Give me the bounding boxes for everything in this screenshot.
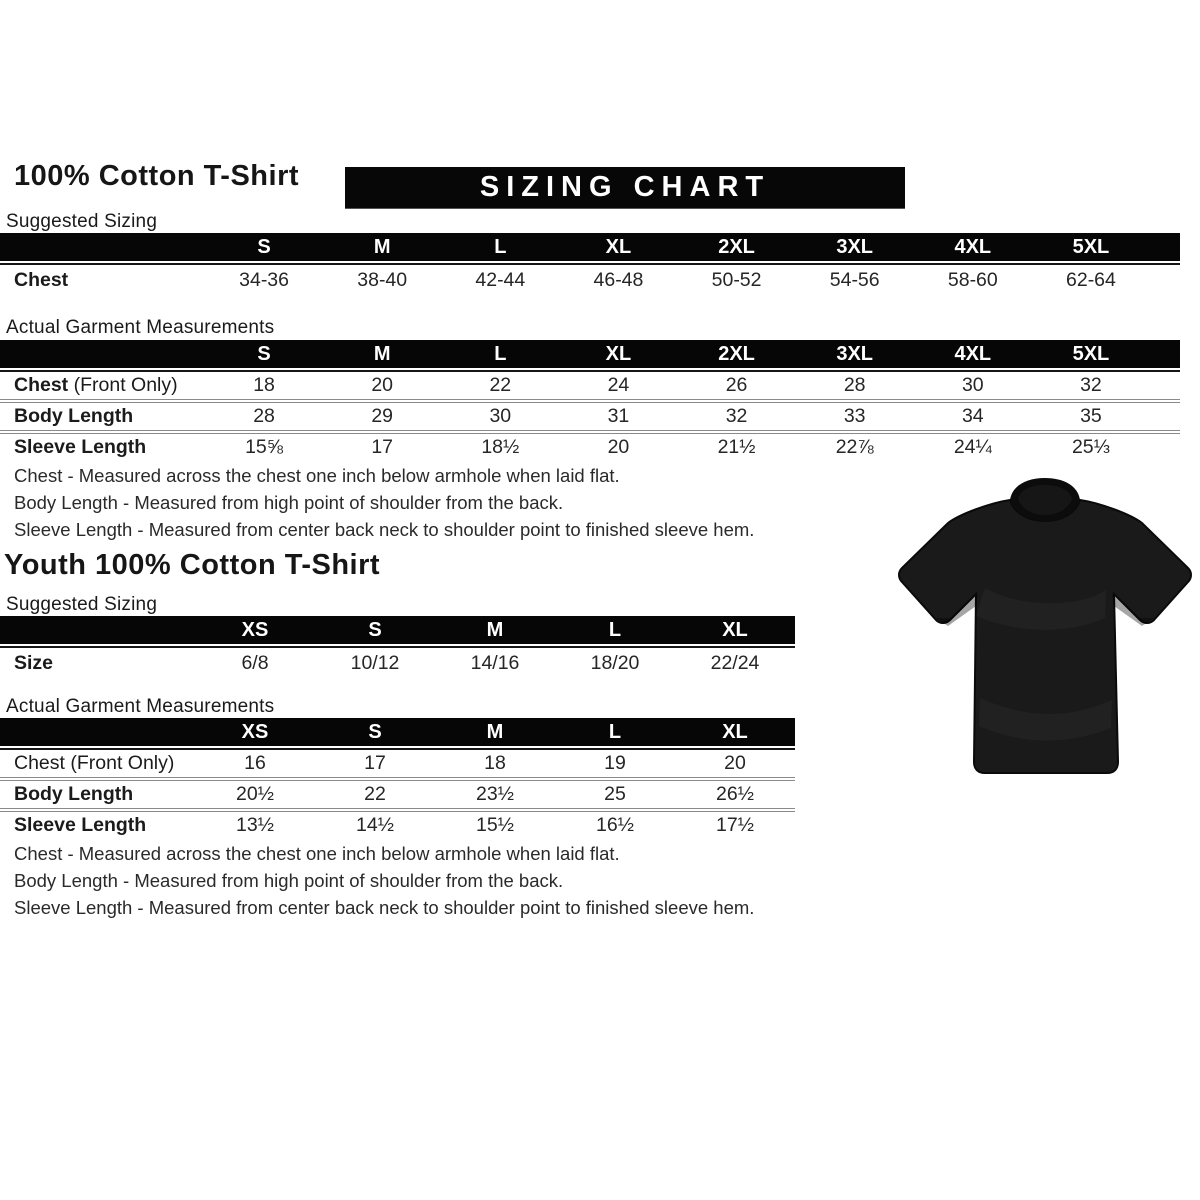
table-cell: 14½	[356, 814, 394, 836]
tshirt-product-image	[890, 468, 1200, 813]
header-spacer	[0, 340, 205, 368]
table-cell: 18	[484, 752, 506, 774]
youth-actual-measurements-table	[0, 718, 795, 839]
table-cell: 17	[371, 436, 394, 458]
table-cell: 33	[843, 405, 866, 427]
row-label: Chest (Front Only)	[14, 374, 178, 396]
table-cell: 13½	[236, 814, 274, 836]
sizing-chart-banner: SIZING CHART	[345, 167, 905, 208]
note-chest: Chest - Measured across the chest one inch below armhole when laid flat.	[14, 843, 620, 864]
header-spacer	[0, 718, 195, 746]
table-cell: 22	[364, 783, 386, 805]
note-sleeve-length: Sleeve Length - Measured from center back neck to shoulder point to finished sleeve hem.	[14, 897, 755, 918]
header-spacer	[0, 233, 205, 261]
table-row-chest	[0, 372, 1180, 399]
adult-actual-measurements-label: Actual Garment Measurements	[6, 317, 275, 338]
table-cell: 31	[607, 405, 630, 427]
size-column-header: 5XL	[1072, 343, 1110, 365]
table-cell: 15½	[476, 814, 514, 836]
page-title: 100% Cotton T-Shirt	[14, 160, 300, 192]
table-cell: 26½	[716, 783, 754, 805]
table-cell: 20	[607, 436, 630, 458]
table-cell: 25	[604, 783, 626, 805]
table-cell: 20	[371, 374, 394, 396]
table-cell: 21½	[717, 436, 756, 458]
table-cell: 62-64	[1066, 269, 1116, 291]
table-cell: 28	[843, 374, 866, 396]
table-cell: 16	[244, 752, 266, 774]
table-cell: 50-52	[711, 269, 762, 291]
size-column-header: 3XL	[836, 343, 874, 365]
size-column-header: 2XL	[718, 343, 755, 365]
adult-actual-header-row	[0, 340, 1180, 368]
youth-measurement-notes	[14, 840, 754, 921]
table-cell: 35	[1080, 405, 1102, 427]
adult-actual-measurements-table	[0, 340, 1180, 461]
table-cell: 46-48	[593, 269, 644, 291]
table-row-size	[0, 648, 795, 679]
table-cell: 42-44	[475, 269, 526, 291]
row-label: Chest	[14, 269, 69, 291]
size-column-header: XL	[605, 343, 632, 365]
table-cell: 6/8	[241, 652, 269, 674]
youth-actual-measurements-label: Actual Garment Measurements	[6, 696, 275, 717]
note-chest: Chest - Measured across the chest one inch below armhole when laid flat.	[14, 465, 620, 486]
size-column-header: M	[373, 343, 391, 365]
table-cell: 20½	[236, 783, 274, 805]
youth-page-title: Youth 100% Cotton T-Shirt	[4, 549, 381, 581]
size-column-header: S	[368, 721, 382, 743]
table-cell: 22/24	[710, 652, 760, 674]
adult-suggested-sizing-label: Suggested Sizing	[6, 211, 158, 232]
size-column-header: L	[608, 619, 622, 641]
size-column-header: 2XL	[718, 236, 755, 258]
table-row	[0, 265, 1180, 296]
table-cell: 25⅓	[1071, 436, 1110, 458]
table-row-sleeve-length	[0, 430, 1180, 461]
size-column-header: XS	[241, 721, 269, 743]
adult-suggested-sizing-table	[0, 233, 1180, 296]
note-body-length: Body Length - Measured from high point of shoulder from the back.	[14, 492, 564, 513]
table-cell: 34	[961, 405, 984, 427]
table-cell: 10/12	[350, 652, 400, 674]
table-cell: 17	[364, 752, 386, 774]
table-cell: 18	[253, 374, 275, 396]
adult-measurement-notes	[14, 462, 754, 543]
table-cell: 32	[1080, 374, 1102, 396]
row-label: Sleeve Length	[14, 814, 147, 836]
size-column-header: XL	[722, 619, 748, 641]
table-cell: 23½	[476, 783, 514, 805]
table-cell: 34-36	[239, 269, 289, 291]
size-column-header: 3XL	[836, 236, 874, 258]
row-label: Body Length	[14, 783, 134, 805]
header-spacer	[0, 616, 195, 644]
size-column-header: L	[494, 343, 507, 365]
table-cell: 28	[253, 405, 275, 427]
table-cell: 58-60	[947, 269, 998, 291]
table-cell: 20	[724, 752, 746, 774]
table-cell: 30	[489, 405, 512, 427]
black-tshirt-icon	[890, 468, 1200, 813]
table-cell: 14/16	[470, 652, 520, 674]
table-cell: 26	[725, 374, 748, 396]
adult-suggested-header-row	[0, 233, 1180, 261]
table-cell: 30	[961, 374, 984, 396]
size-column-header: S	[257, 343, 271, 365]
size-column-header: 4XL	[954, 236, 992, 258]
table-row-body-length	[0, 399, 1180, 430]
table-cell: 22	[489, 374, 512, 396]
table-cell: 15⅝	[245, 436, 284, 458]
row-label: Sleeve Length	[14, 436, 147, 458]
youth-suggested-sizing-table	[0, 616, 795, 679]
table-row-body-length	[0, 777, 795, 808]
table-cell: 32	[725, 405, 748, 427]
table-cell: 29	[371, 405, 394, 427]
table-cell: 19	[604, 752, 626, 774]
size-column-header: 4XL	[954, 343, 992, 365]
table-cell: 17½	[716, 814, 754, 836]
size-column-header: L	[608, 721, 622, 743]
row-label: Body Length	[14, 405, 134, 427]
row-label: Size	[14, 652, 54, 674]
note-sleeve-length: Sleeve Length - Measured from center back neck to shoulder point to finished sleeve hem.	[14, 519, 755, 540]
size-column-header: S	[257, 236, 271, 258]
table-cell: 18/20	[590, 652, 640, 674]
table-cell: 16½	[596, 814, 634, 836]
table-cell: 18½	[481, 436, 520, 458]
youth-actual-header-row	[0, 718, 795, 746]
table-row-chest	[0, 750, 795, 777]
row-label: Chest (Front Only)	[14, 752, 175, 774]
size-column-header: M	[486, 619, 504, 641]
note-body-length: Body Length - Measured from high point of shoulder from the back.	[14, 870, 564, 891]
size-column-header: L	[494, 236, 507, 258]
size-column-header: M	[373, 236, 391, 258]
size-column-header: S	[368, 619, 382, 641]
size-column-header: XS	[241, 619, 269, 641]
size-column-header: XL	[722, 721, 748, 743]
table-cell: 38-40	[357, 269, 408, 291]
size-column-header: XL	[605, 236, 632, 258]
table-cell: 54-56	[829, 269, 880, 291]
table-cell: 24¼	[953, 436, 992, 458]
table-row-sleeve-length	[0, 808, 795, 839]
youth-suggested-sizing-label: Suggested Sizing	[6, 594, 158, 615]
size-column-header: M	[486, 721, 504, 743]
youth-suggested-header-row	[0, 616, 795, 644]
table-cell: 24	[607, 374, 630, 396]
table-cell: 22⅞	[835, 436, 874, 458]
size-column-header: 5XL	[1072, 236, 1110, 258]
